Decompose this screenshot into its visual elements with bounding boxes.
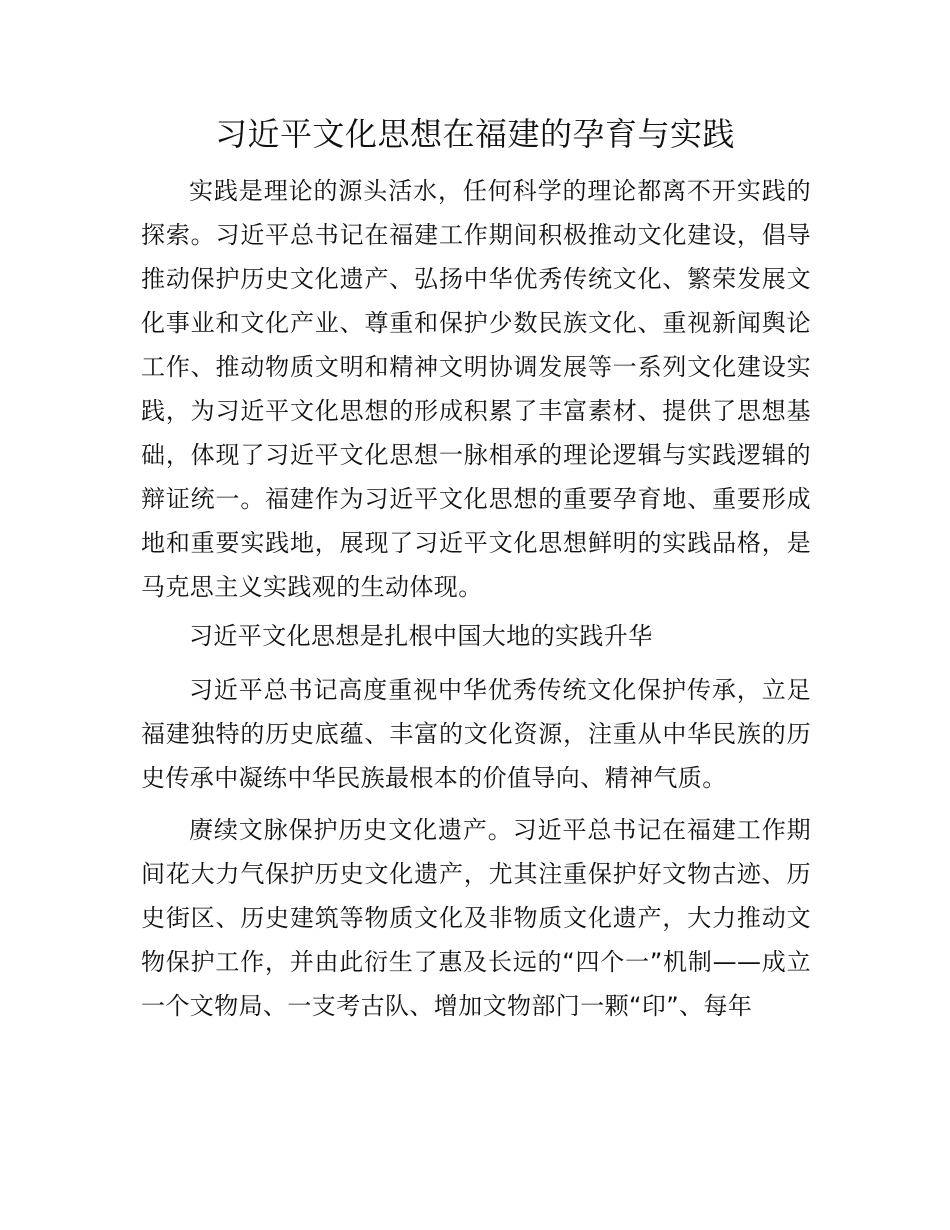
paragraph-heritage-overview: 习近平总书记高度重视中华优秀传统文化保护传承，立足福建独特的历史底蕴、丰富的文化资源，注重从中华民族的历史传承中凝练中华民族最根本的价值导向、精神气质。 (141, 676, 811, 792)
section-heading: 习近平文化思想是扎根中国大地的实践升华 (189, 622, 653, 650)
document-title: 习近平文化思想在福建的孕育与实践 (214, 115, 735, 153)
paragraph-intro: 实践是理论的源头活水，任何科学的理论都离不开实践的探索。习近平总书记在福建工作期间积极推动文化建设，倡导推动保护历史文化遗产、弘扬中华优秀传统文化、繁荣发展文化事业和文化产业、尊重和保护少数民族文化、重视新闻舆论工作、推动物质文明和精神文明协调发展等一系列文化建设实践，为习近平文化思想的形成积累了丰富素材、提供了思想基础，体现了习近平文化思想一脉相承的理论逻辑与实践逻辑的辩证统一。福建作为习近平文化思想的重要孕育地、重要形成地和重要实践地，展现了习近平文化思想鲜明的实践品格，是马克思主义实践观的生动体现。 (141, 177, 811, 601)
paragraph-cultural-relics: 赓续文脉保护历史文化遗产。习近平总书记在福建工作期间花大力气保护历史文化遗产，尤其注重保护好文物古迹、历史街区、历史建筑等物质文化及非物质文化遗产，大力推动文物保护工作，并由此衍生了惠及长远的“四个一”机制——成立一个文物局、一支考古队、增加文物部门一颗“印”、每年 (141, 816, 811, 1020)
